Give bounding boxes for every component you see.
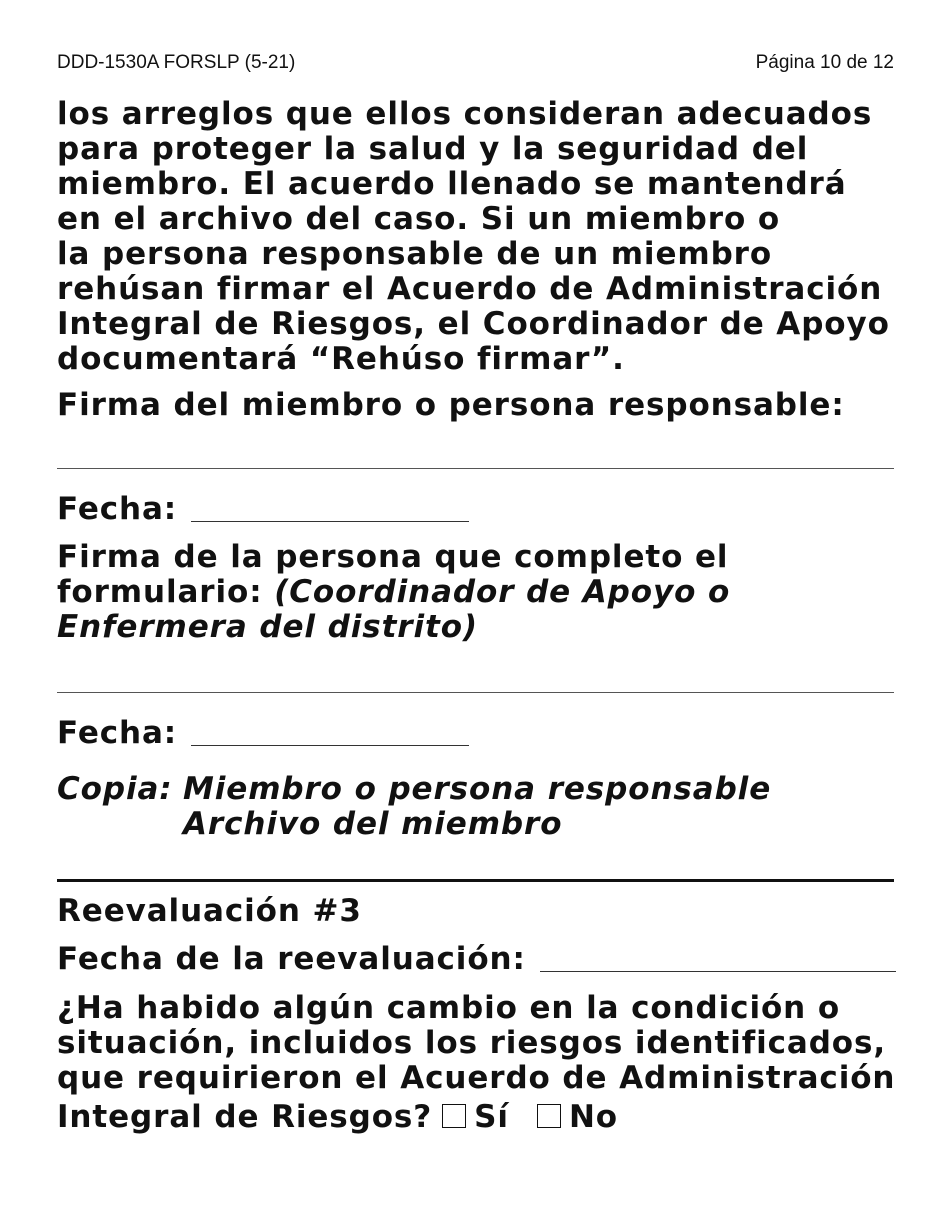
intro-line: los arreglos que ellos consideran adecuados — [57, 96, 873, 132]
member-signature-label: Firma del miembro o persona responsable: — [57, 387, 845, 423]
question-line: situación, incluidos los riesgos identificados, — [57, 1025, 887, 1061]
intro-paragraph — [57, 97, 910, 377]
date-row-1 — [57, 492, 469, 527]
preparer-signature-label — [57, 540, 910, 645]
preparer-line-3: Enfermera del distrito) — [57, 609, 478, 645]
intro-line: para proteger la salud y la seguridad del — [57, 131, 809, 167]
copy-recipient: Archivo del miembro — [183, 806, 563, 842]
date-field-1[interactable] — [191, 521, 469, 522]
intro-line: Integral de Riesgos, el Coordinador de Apoyo — [57, 306, 890, 342]
preparer-role-text: (Coordinador de Apoyo o — [274, 574, 731, 610]
copy-label: Copia: — [57, 771, 173, 807]
copy-row-2 — [57, 807, 910, 842]
page-number: Página 10 de 12 — [755, 52, 894, 73]
date-row-2 — [57, 716, 469, 751]
copy-row-1 — [57, 772, 910, 807]
page-header — [57, 52, 894, 74]
question-last-line — [57, 1100, 910, 1135]
intro-line: rehúsan firmar el Acuerdo de Administración — [57, 271, 883, 307]
preparer-line-1: Firma de la persona que completo el — [57, 539, 729, 575]
question-line: Integral de Riesgos? — [57, 1099, 433, 1135]
reevaluation-date-row — [57, 942, 896, 977]
copy-recipient: Miembro o persona responsable — [183, 771, 772, 807]
reevaluation-date-label: Fecha de la reevaluación: — [57, 941, 526, 977]
yes-checkbox[interactable] — [442, 1104, 466, 1128]
form-id: DDD-1530A FORSLP (5-21) — [57, 52, 296, 73]
member-signature-field[interactable] — [57, 468, 894, 469]
intro-line: en el archivo del caso. Si un miembro o — [57, 201, 781, 237]
reevaluation-date-field[interactable] — [540, 971, 896, 972]
reevaluation-question — [57, 991, 910, 1135]
yes-label: Sí — [474, 1099, 509, 1135]
question-line: que requirieron el Acuerdo de Administración — [57, 1060, 896, 1096]
intro-line: documentará “Rehúso firmar”. — [57, 341, 625, 377]
preparer-line-2 — [57, 575, 910, 610]
intro-line: la persona responsable de un miembro — [57, 236, 773, 272]
no-checkbox[interactable] — [537, 1104, 561, 1128]
date-label: Fecha: — [57, 491, 178, 527]
date-label: Fecha: — [57, 715, 178, 751]
question-line: ¿Ha habido algún cambio en la condición o — [57, 990, 841, 1026]
preparer-signature-field[interactable] — [57, 692, 894, 693]
no-label: No — [568, 1099, 618, 1135]
copy-indent — [57, 807, 183, 842]
preparer-line-2-text: formulario: — [57, 574, 275, 610]
reevaluation-title: Reevaluación #3 — [57, 893, 362, 929]
copy-section — [57, 772, 910, 842]
intro-line: miembro. El acuerdo llenado se mantendrá — [57, 166, 847, 202]
section-divider — [57, 879, 894, 882]
date-field-2[interactable] — [191, 745, 469, 746]
